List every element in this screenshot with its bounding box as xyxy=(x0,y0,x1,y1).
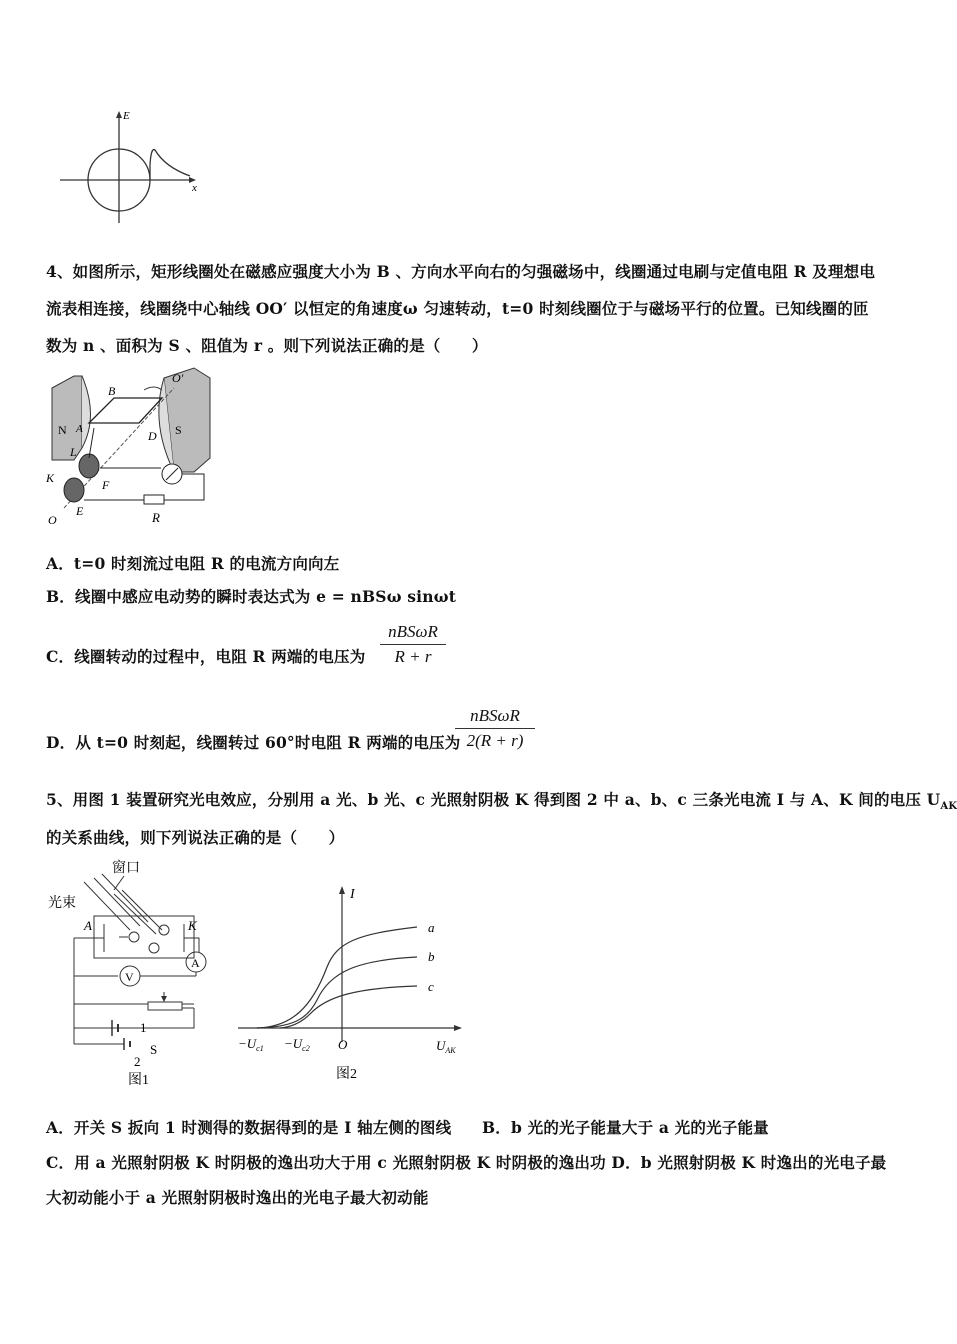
top-e-x-graph xyxy=(55,105,205,225)
tick-uc2-main: −U xyxy=(284,1036,303,1051)
label-d: D xyxy=(148,429,157,443)
label-o-prime: O′ xyxy=(172,371,184,385)
tube-a-label: A xyxy=(84,918,92,933)
voltmeter-label: V xyxy=(125,970,134,984)
origin-label: O xyxy=(338,1037,348,1052)
q4-option-d-fraction xyxy=(455,706,535,751)
window-label: 窗口 xyxy=(112,861,140,876)
q5-option-c-cont: 大初动能小于 a 光照射阴极时逸出的光电子最大初动能 xyxy=(46,1188,429,1207)
axis-e-label: E xyxy=(123,110,130,122)
curve-a xyxy=(257,927,417,1028)
tick-uc2-sub: c2 xyxy=(302,1044,310,1053)
q4-stem-line1: 4、如图所示，矩形线圈处在磁感应强度大小为 B 、方向水平向右的匀强磁场中，线圈通过电刷与定值电阻 R 及理想电 xyxy=(46,262,876,281)
label-b: B xyxy=(108,384,116,398)
q4-stem-line3: 数为 n 、面积为 S 、阻值为 r 。则下列说法正确的是（ ） xyxy=(46,336,488,355)
label-k: K xyxy=(46,471,55,485)
label-n: N xyxy=(58,423,67,437)
q5-option-b: B．b 光的光子能量大于 a 光的光子能量 xyxy=(482,1118,769,1137)
switch-s-label: S xyxy=(150,1042,158,1057)
q4-option-c-denominator: R + r xyxy=(394,647,432,666)
curve-c xyxy=(280,986,417,1028)
q4-option-d-numerator: nBSωR xyxy=(470,706,520,725)
curve-c-label: c xyxy=(428,979,434,994)
label-a: A xyxy=(76,423,83,435)
label-r: R xyxy=(152,510,160,525)
tick-uc1-main: −U xyxy=(238,1036,257,1051)
q4-option-d: D．从 t=0 时刻起，线圈转过 60°时电阻 R 两端的电压为 xyxy=(46,733,461,752)
q4-option-c-fraction xyxy=(380,622,446,667)
curve-b-label: b xyxy=(428,949,435,964)
q4-option-b: B．线圈中感应电动势的瞬时表达式为 e = nBSω sinωt xyxy=(46,587,457,606)
switch-1-label: 1 xyxy=(140,1020,147,1035)
axis-uak-label xyxy=(436,1038,456,1055)
q5-option-c: C．用 a 光照射阴极 K 时阴极的逸出功大于用 c 光照射阴极 K 时阴极的逸出功 D．b 光照射阴极 K 时逸出的光电子最 xyxy=(46,1153,887,1172)
axis-i-label: I xyxy=(350,887,355,902)
axis-x-label: x xyxy=(192,182,197,194)
label-l: L xyxy=(70,445,77,459)
tick-uc1 xyxy=(238,1036,264,1053)
q5-stem-text: 5、用图 1 装置研究光电效应，分别用 a 光、b 光、c 光照射阴极 K 得到图 2 中 a、b、c 三条光电流 I 与 A、K 间的电压 U xyxy=(46,790,941,809)
q5-stem-line2: 的关系曲线，则下列说法正确的是（ ） xyxy=(46,828,345,847)
tube-k-label: K xyxy=(188,918,197,933)
curve-b xyxy=(257,957,417,1028)
q4-option-d-denominator: 2(R + r) xyxy=(466,731,524,750)
q5-option-a: A．开关 S 扳向 1 时测得的数据得到的是 I 轴左侧的图线 xyxy=(46,1118,452,1137)
figure2-caption: 图2 xyxy=(336,1067,357,1082)
tick-uc1-sub: c1 xyxy=(256,1044,264,1053)
label-e: E xyxy=(76,504,84,518)
q5-figure1-circuit xyxy=(44,852,224,1094)
label-s: S xyxy=(175,423,182,437)
curve-a-label: a xyxy=(428,920,435,935)
axis-uak-sub: AK xyxy=(445,1046,456,1055)
q5-stem-line1 xyxy=(46,790,957,817)
label-o: O xyxy=(48,513,57,527)
q4-stem-line2: 流表相连接，线圈绕中心轴线 OO′ 以恒定的角速度ω 匀速转动，t=0 时刻线圈位于与磁场平行的位置。已知线圈的匝 xyxy=(46,299,869,318)
figure1-caption: 图1 xyxy=(128,1073,149,1088)
switch-2-label: 2 xyxy=(134,1054,141,1069)
q4-option-a: A．t=0 时刻流过电阻 R 的电流方向向左 xyxy=(46,554,340,573)
tick-uc2 xyxy=(284,1036,310,1053)
axis-uak-main: U xyxy=(436,1038,446,1053)
label-f: F xyxy=(102,478,110,492)
ammeter-label: A xyxy=(191,956,200,970)
q4-option-c: C．线圈转动的过程中，电阻 R 两端的电压为 xyxy=(46,647,366,666)
q4-generator-figure xyxy=(44,368,224,530)
q5-figure2-iu-graph xyxy=(232,882,472,1087)
q4-option-c-numerator: nBSωR xyxy=(388,622,438,641)
q5-stem-sub: AK xyxy=(940,801,957,813)
beam-label: 光束 xyxy=(48,896,76,911)
